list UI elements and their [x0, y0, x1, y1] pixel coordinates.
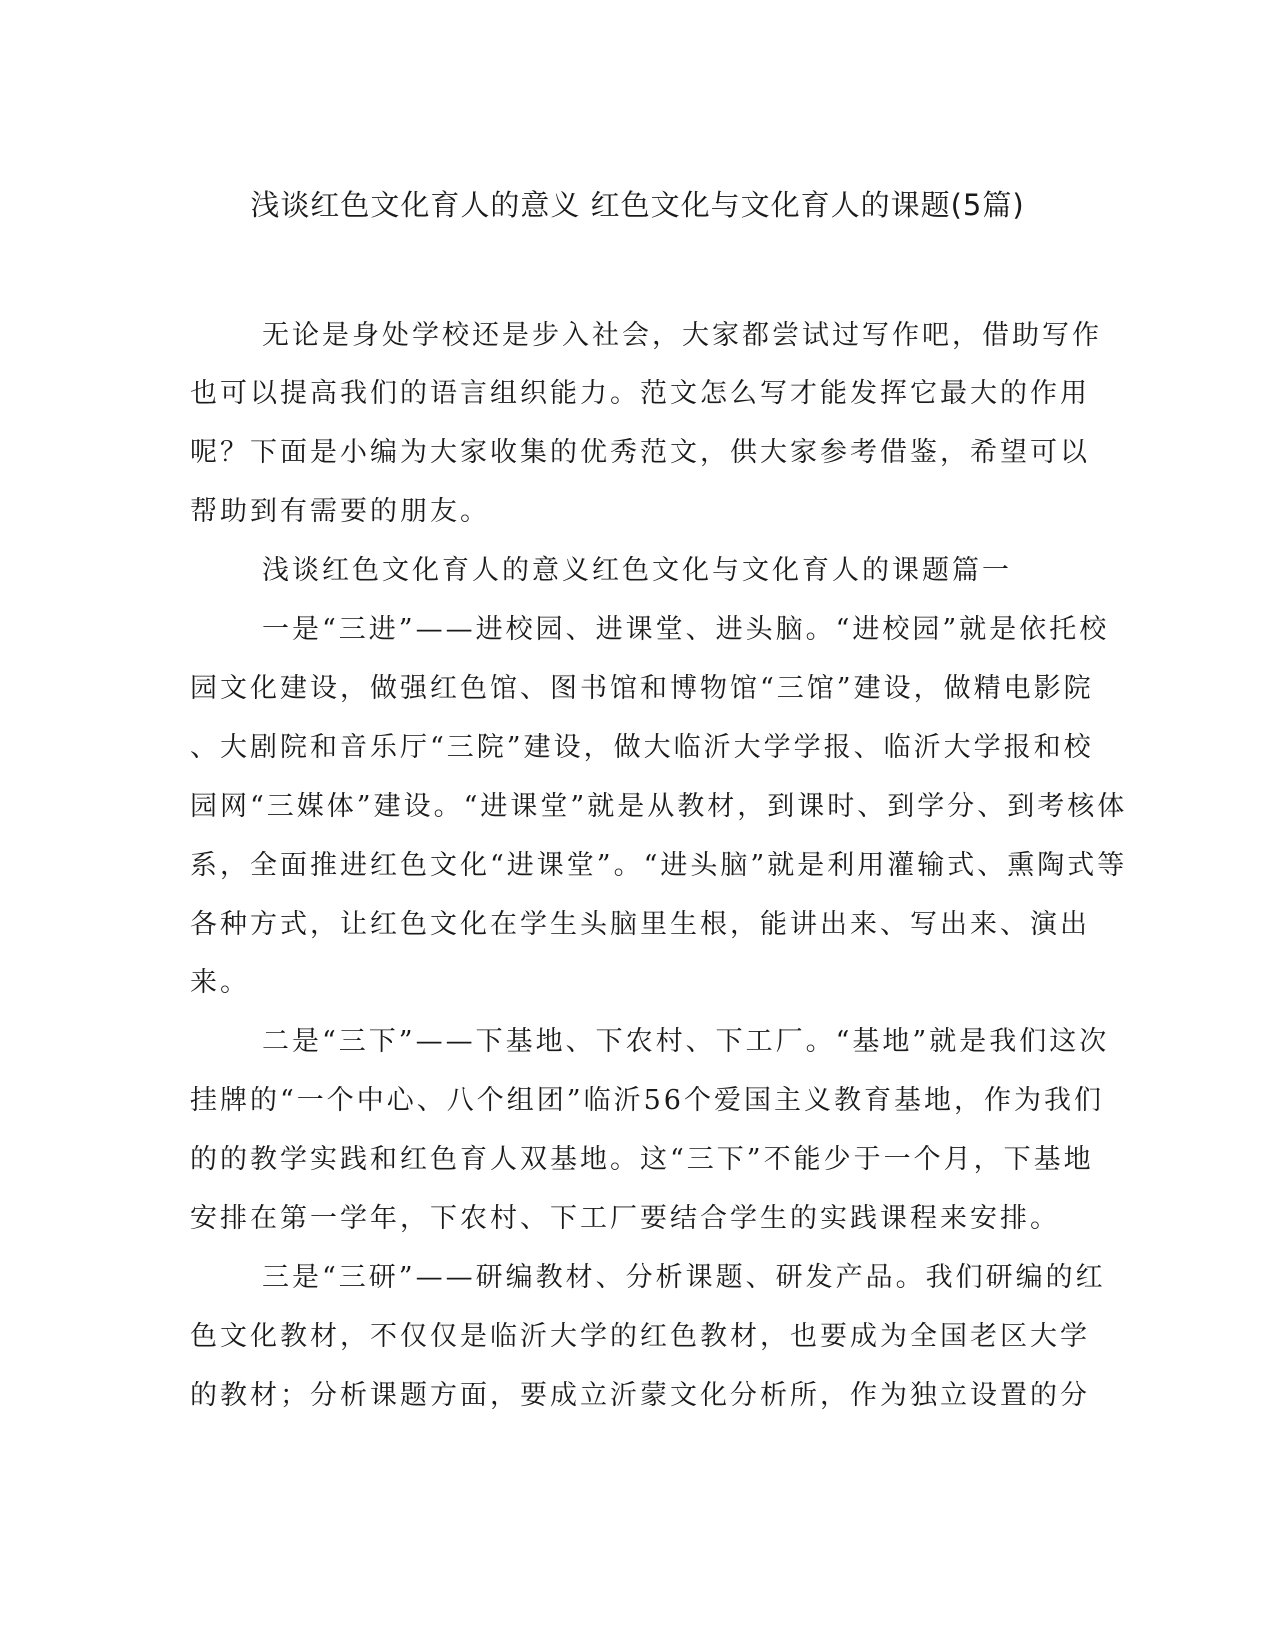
paragraph-line: 各种方式，让红色文化在学生头脑里生根，能讲出来、写出来、演出: [190, 909, 1090, 940]
paragraph-line: 一是“三进”——进校园、进课堂、进头脑。“进校园”就是依托校: [262, 614, 1110, 645]
paragraph-line: 安排在第一学年，下农村、下工厂要结合学生的实践课程来安排。: [190, 1203, 1060, 1234]
paragraph-line: 也可以提高我们的语言组织能力。范文怎么写才能发挥它最大的作用: [190, 378, 1090, 409]
paragraph-line: 三是“三研”——研编教材、分析课题、研发产品。我们研编的红: [262, 1262, 1106, 1293]
document-title: 浅谈红色文化育人的意义 红色文化与文化育人的课题(5篇): [250, 188, 1025, 222]
paragraph-line: 的教材；分析课题方面，要成立沂蒙文化分析所，作为独立设置的分: [190, 1380, 1090, 1411]
paragraph-line: 园网“三媒体”建设。“进课堂”就是从教材，到课时、到学分、到考核体: [190, 791, 1128, 822]
paragraph-line: 来。: [190, 967, 250, 998]
paragraph-line: 二是“三下”——下基地、下农村、下工厂。“基地”就是我们这次: [262, 1026, 1110, 1057]
paragraph-line: 、大剧院和音乐厅“三院”建设，做大临沂大学学报、临沂大学报和校: [190, 732, 1094, 763]
paragraph-line: 挂牌的“一个中心、八个组团”临沂56个爱国主义教育基地，作为我们: [190, 1085, 1104, 1116]
section-heading: 浅谈红色文化育人的意义红色文化与文化育人的课题篇一: [262, 555, 1012, 586]
paragraph-line: 色文化教材，不仅仅是临沂大学的红色教材，也要成为全国老区大学: [190, 1321, 1090, 1352]
paragraph-line: 帮助到有需要的朋友。: [190, 496, 490, 527]
paragraph-line: 园文化建设，做强红色馆、图书馆和博物馆“三馆”建设，做精电影院: [190, 673, 1094, 704]
paragraph-line: 无论是身处学校还是步入社会，大家都尝试过写作吧，借助写作: [262, 320, 1102, 351]
paragraph-line: 呢？下面是小编为大家收集的优秀范文，供大家参考借鉴，希望可以: [190, 437, 1090, 468]
paragraph-line: 的的教学实践和红色育人双基地。这“三下”不能少于一个月，下基地: [190, 1144, 1094, 1175]
paragraph-line: 系，全面推进红色文化“进课堂”。“进头脑”就是利用灌输式、熏陶式等: [190, 850, 1128, 881]
